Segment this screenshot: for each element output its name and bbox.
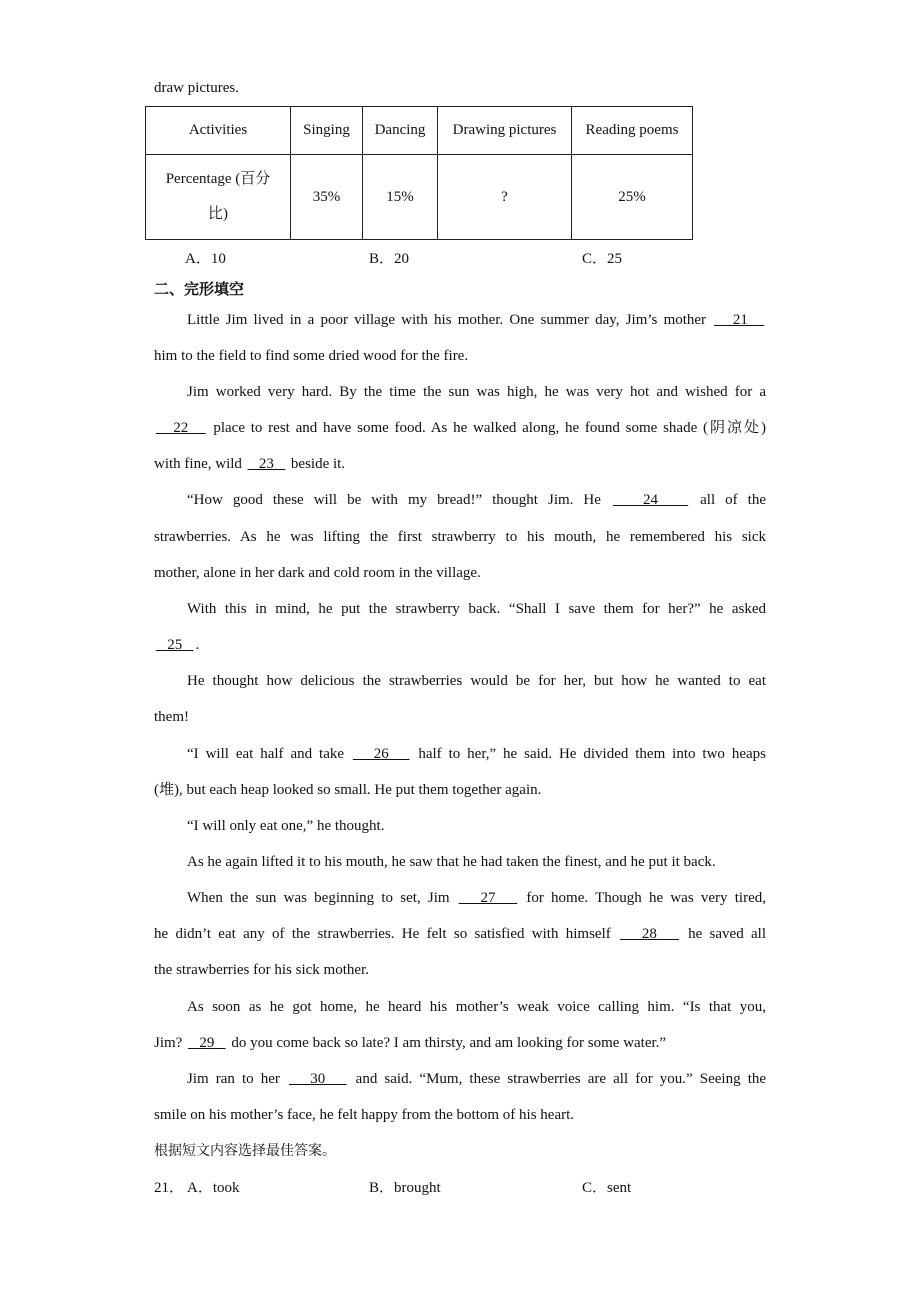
passage-text: him to the field to find some dried wood for the fire.	[154, 348, 469, 364]
passage-text: He thought how delicious the strawberries would be for her, but how he wanted to eat	[187, 673, 766, 689]
passage-text: When the sun was beginning to set, Jim	[187, 890, 457, 906]
passage-line	[154, 454, 766, 474]
activities-table	[145, 106, 693, 240]
blank-23	[246, 456, 288, 472]
blank-24	[611, 492, 690, 508]
passage-line	[154, 1033, 766, 1053]
option-b: B．brought	[369, 1180, 441, 1196]
option-a: A．10	[185, 251, 226, 267]
blank-22	[154, 420, 208, 436]
blank-30	[287, 1071, 349, 1087]
blank-number: 29	[199, 1035, 215, 1051]
passage-text: “I will eat half and take	[187, 746, 351, 762]
blank-25	[154, 637, 196, 653]
blank-number: 22	[173, 420, 189, 436]
table-cell: 25%	[572, 155, 693, 240]
passage-line	[154, 1105, 766, 1125]
passage-text: As he again lifted it to his mouth, he saw that he had taken the finest, and he put it back.	[187, 854, 716, 870]
passage-text: mother, alone in her dark and cold room in the village.	[154, 565, 481, 581]
blank-number: 30	[310, 1071, 326, 1087]
passage-line	[187, 671, 766, 691]
instruction: 根据短文内容选择最佳答案。	[154, 1143, 336, 1159]
passage-text: them!	[154, 709, 189, 725]
passage-line	[187, 310, 766, 330]
section-heading: 二、完形填空	[154, 280, 245, 298]
passage-line	[154, 960, 766, 980]
passage-text: “I will only eat one,” he thought.	[187, 818, 385, 834]
table-header: Singing	[291, 107, 363, 155]
passage-line	[187, 490, 766, 510]
blank-number: 23	[258, 456, 274, 472]
passage-line	[187, 816, 766, 836]
table-header: Drawing pictures	[438, 107, 572, 155]
passage-line	[187, 382, 766, 402]
passage-text: with fine, wild	[154, 456, 246, 472]
table-cell: 15%	[363, 155, 438, 240]
passage-text: Little Jim lived in a poor village with his mother. One summer day, Jim’s mother	[187, 312, 713, 328]
blank-26	[351, 746, 412, 762]
passage-text: all of the	[690, 492, 766, 508]
blank-number: 25	[167, 637, 183, 653]
passage-text: do you come back so late? I am thirsty, and am looking for some water.”	[227, 1035, 667, 1051]
passage-line	[187, 888, 766, 908]
table-cell: 35%	[291, 155, 363, 240]
passage-line	[154, 527, 766, 547]
passage-line	[187, 852, 766, 872]
passage-line	[187, 1069, 766, 1089]
blank-number: 28	[641, 926, 657, 942]
passage-text: “How good these will be with my bread!” thought Jim. He	[187, 492, 611, 508]
passage-text: strawberries. As he was lifting the first strawberry to his mouth, he remembered his sick	[154, 529, 766, 545]
table-cell: ?	[438, 155, 572, 240]
passage-text: Jim?	[154, 1035, 187, 1051]
passage-text: As soon as he got home, he heard his mother’s weak voice calling him. “Is that you,	[187, 999, 766, 1015]
intro-line: draw pictures.	[154, 80, 239, 96]
passage-text: place to rest and have some food. As he walked along, he found some shade (阴凉处)	[207, 420, 767, 436]
passage-text: smile on his mother’s face, he felt happy from the bottom of his heart.	[154, 1107, 575, 1123]
passage-text: the strawberries for his sick mother.	[154, 962, 369, 978]
passage-line	[154, 780, 766, 800]
passage-text: half to her,” he said. He divided them into two heaps	[411, 746, 766, 762]
blank-29	[186, 1035, 228, 1051]
passage-text: Jim ran to her	[187, 1071, 288, 1087]
passage-line	[154, 418, 766, 438]
row-label: Percentage (百分比)	[146, 155, 291, 240]
option-a: A．took	[187, 1180, 240, 1196]
blank-21	[712, 312, 766, 328]
passage-line	[154, 346, 766, 366]
passage-text: With this in mind, he put the strawberry back. “Shall I save them for her?” he asked	[187, 601, 766, 617]
passage-text: .	[195, 637, 200, 653]
passage-text: and said. “Mum, these strawberries are all for you.” Seeing the	[348, 1071, 767, 1087]
passage-text: (堆), but each heap looked so small. He put them together again.	[154, 782, 542, 798]
option-b: B．20	[369, 251, 410, 267]
option-c: C．25	[582, 251, 623, 267]
passage-line	[154, 707, 766, 727]
passage-text: he didn’t eat any of the strawberries. He felt so satisfied with himself	[154, 926, 619, 942]
passage-text: he saved all	[680, 926, 767, 942]
passage-text: for home. Though he was very tired,	[519, 890, 766, 906]
passage-line	[154, 924, 766, 944]
passage-line	[187, 997, 766, 1017]
passage-text: beside it.	[287, 456, 346, 472]
blank-27	[457, 890, 519, 906]
blank-number: 27	[480, 890, 496, 906]
blank-number: 21	[732, 312, 748, 328]
passage-text: Jim worked very hard. By the time the sun was high, he was very hot and wished for a	[187, 384, 766, 400]
table-header: Dancing	[363, 107, 438, 155]
passage-line	[154, 563, 766, 583]
blank-28	[618, 926, 681, 942]
option-c: C．sent	[582, 1180, 632, 1196]
passage-line	[154, 635, 766, 655]
blank-number: 26	[373, 746, 389, 762]
blank-number: 24	[643, 492, 659, 508]
table-header: Reading poems	[572, 107, 693, 155]
passage-line	[187, 744, 766, 764]
question-number: 21．	[154, 1180, 185, 1196]
table-header: Activities	[146, 107, 291, 155]
passage-line	[187, 599, 766, 619]
